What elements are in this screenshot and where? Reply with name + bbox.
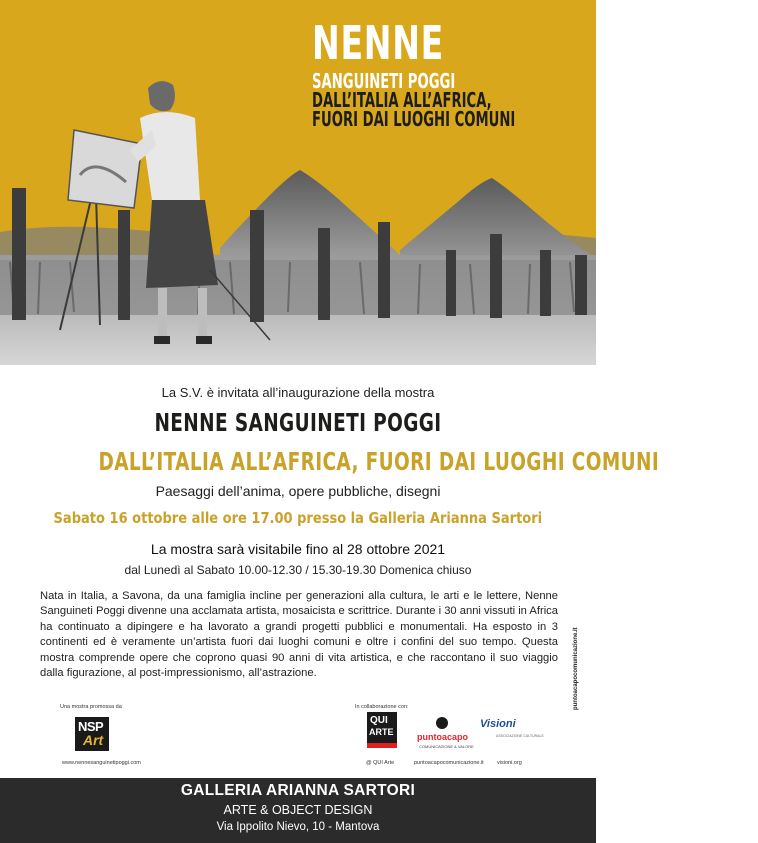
qui-arte-red-bar (367, 743, 397, 748)
hero-line1: DALL’ITALIA ALL’AFRICA, (312, 88, 492, 112)
hero-line2: FUORI DAI LUOGHI COMUNI (312, 107, 516, 131)
visioni-logo (478, 716, 544, 748)
hero-title-block (312, 18, 582, 129)
invite-text: La S.V. è invitata all’inaugurazione della mostra (161, 385, 435, 400)
puntoacapo-logo (417, 715, 474, 755)
qui-arte-handle: @ QUI Arte (366, 760, 395, 766)
exhibition-subtitle: Paesaggi dell’anima, opere pubbliche, disegni (155, 483, 441, 499)
exhibition-title (0, 447, 660, 476)
hero-banner (0, 0, 596, 365)
puntoacapo-url[interactable]: puntoacapocomunicazione.it (414, 760, 484, 766)
exhibition-until: La mostra sarà visitabile fino al 28 ottobre 2021 (150, 541, 446, 557)
side-credit-text: puntoacapocomunicazione.it (573, 627, 579, 710)
promo-url[interactable]: www.nennesanguinetipoggi.com (62, 760, 141, 766)
collab-label: In collaborazione con: (355, 704, 409, 710)
opening-hours: dal Lunedì al Sabato 10.00-12.30 / 15.30-19.30 Domenica chiuso (124, 563, 472, 577)
artist-name-text: NENNE SANGUINETI POGGI (154, 408, 442, 437)
artist-bio: Nata in Italia, a Savona, da una famiglia incline per generazioni alla cultura, le arti e le lettere, Nenne Sanguineti Poggi divenne una acclamata artista, mosaicista e scrittrice. Durante i 30 anni vissuti in Africa ha continuato a dipingere e ha lavorato a grandi progetti pubblici e monumentali. Ha esposto in 3 continenti ed è veramente un’artista fuori dai luoghi comuni e oltre i confini del suo tempo. Questa mostra comprende opere che coprono quasi 90 anni di vita artistica, e che raccontano il suo viaggio dalla figurazione, al post-impressionismo, all’astrazione. (40, 590, 558, 680)
promo-label: Una mostra promossa da (60, 704, 122, 710)
qui-arte-line1: QUI (370, 715, 388, 726)
hut-roof-left (220, 170, 400, 258)
opening-date (0, 509, 596, 528)
puntoacapo-tagline: COMUNICAZIONE & VALORE (419, 744, 474, 749)
nsp-art-logo (75, 717, 109, 751)
gallery-tagline: ARTE & OBJECT DESIGN (223, 803, 373, 817)
visioni-tagline: ASSOCIAZIONE CULTURALE (496, 734, 544, 738)
visioni-url[interactable]: visioni.org (497, 760, 522, 766)
qui-arte-logo (367, 712, 397, 748)
hero-name: NENNE (312, 16, 445, 70)
puntoacapo-dot-icon (436, 717, 448, 729)
artist-name (0, 408, 596, 437)
puntoacapo-name: puntoacapo (417, 732, 468, 742)
nsp-logo-bottom: Art (83, 732, 104, 748)
gallery-name: GALLERIA ARIANNA SARTORI (180, 782, 416, 799)
hero-surname: SANGUINETI POGGI (312, 69, 456, 93)
gallery-address: Via Ippolito Nievo, 10 - Mantova (216, 821, 380, 833)
nsp-logo-top: NSP (78, 719, 104, 734)
side-credit (573, 590, 587, 710)
exhibition-title-text: DALL’ITALIA ALL’AFRICA, FUORI DAI LUOGHI COMUNI (98, 447, 660, 476)
opening-date-text: Sabato 16 ottobre alle ore 17.00 presso la Galleria Arianna Sartori (53, 509, 543, 527)
qui-arte-line2: ARTE (369, 727, 394, 737)
footer (0, 778, 596, 843)
visioni-name: Visioni (480, 718, 516, 730)
